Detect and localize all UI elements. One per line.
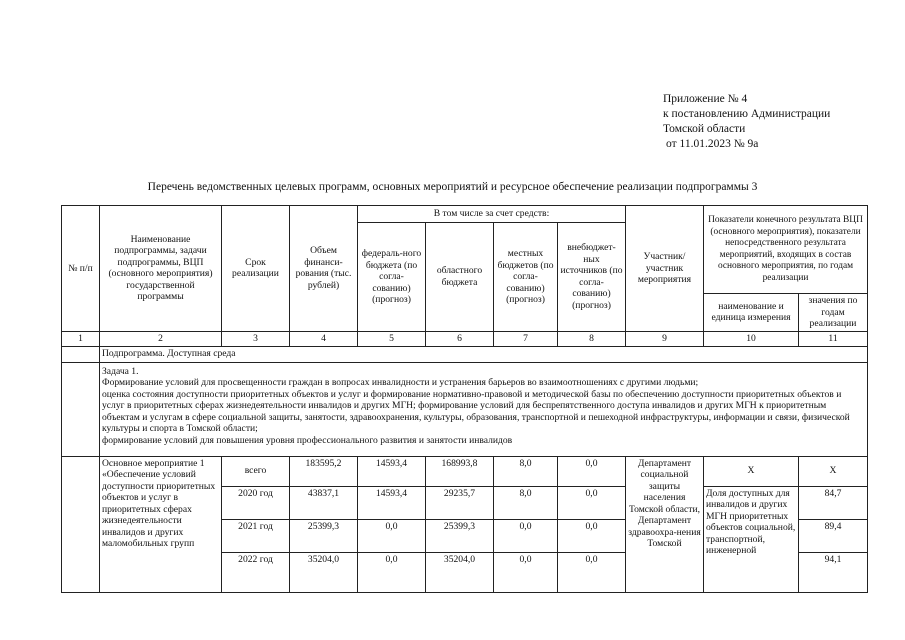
task-description [100, 362, 868, 456]
row-regional: 168993,8 [426, 456, 494, 486]
empty-cell [62, 362, 100, 456]
appendix-line: от 11.01.2023 № 9а [666, 138, 759, 150]
row-term: всего [222, 456, 290, 486]
indicator-x: Х [704, 456, 799, 486]
header-local: местных бюджетов (по согла-сованию) (прогноз) [494, 223, 558, 332]
header-ind-name: наименование и единица измерения [704, 294, 799, 332]
appendix-block [663, 92, 830, 152]
row-federal: 14593,4 [358, 456, 426, 486]
empty-cell [62, 456, 100, 592]
row-regional: 29235,7 [426, 486, 494, 519]
col-number: 2 [100, 331, 222, 346]
header-ind-value: значения по годам реализации [799, 294, 868, 332]
col-number: 1 [62, 331, 100, 346]
appendix-line: Приложение № 4 [663, 93, 748, 105]
row-extra: 0,0 [558, 552, 626, 592]
header-incl: В том числе за счет средств: [358, 206, 626, 223]
appendix-line: к постановлению Администрации [663, 108, 831, 120]
indicator-name: Доля доступных для инвалидов и других МГН приоритетных объектов социальной, транспортной, инженерной [704, 486, 799, 592]
task-text: Формирование условий для просвещенности граждан в вопросах инвалидности и устранения барьеров во взаимоотношениях с другими людьми; [102, 377, 699, 388]
header-name: Наименование подпрограммы, задачи подпрограммы, ВЦП (основного мероприятия) государственной программы [100, 206, 222, 332]
col-number: 6 [426, 331, 494, 346]
row-value: 84,7 [799, 486, 868, 519]
appendix-line: Томской области [663, 123, 746, 135]
header-volume: Объем финанси-рования (тыс. рублей) [290, 206, 358, 332]
col-number: 5 [358, 331, 426, 346]
activity-participant: Департамент социальной защиты населения Томской области, Департамент здравоохра-нения Томской [626, 456, 704, 592]
row-extra: 0,0 [558, 519, 626, 552]
header-term: Срок реализации [222, 206, 290, 332]
row-local: 0,0 [494, 552, 558, 592]
row-regional: 35204,0 [426, 552, 494, 592]
document-title: Перечень ведомственных целевых программ, основных мероприятий и ресурсное обеспечение реализации подпрограммы 3 [147, 181, 758, 193]
col-number: 3 [222, 331, 290, 346]
col-number: 9 [626, 331, 704, 346]
row-value: 89,4 [799, 519, 868, 552]
program-table [61, 205, 868, 593]
col-number: 7 [494, 331, 558, 346]
row-volume: 35204,0 [290, 552, 358, 592]
col-number: 8 [558, 331, 626, 346]
row-volume: 183595,2 [290, 456, 358, 486]
row-volume: 25399,3 [290, 519, 358, 552]
task-text: формирование условий для повышения уровня профессионального развития и занятости инвалидов [102, 434, 513, 446]
row-federal: 14593,4 [358, 486, 426, 519]
row-regional: 25399,3 [426, 519, 494, 552]
row-volume: 43837,1 [290, 486, 358, 519]
header-indicators: Показатели конечного результата ВЦП (основного мероприятия), показатели непосредственного результата мероприятий, входящих в состав основного мероприятия, по годам реализации [704, 206, 868, 294]
activity-name: Основное мероприятие 1 «Обеспечение условий доступности приоритетных объектов и услуг в приоритетных сферах жизнедеятельности инвалидов и других маломобильных групп [100, 456, 222, 592]
col-number: 10 [704, 331, 799, 346]
col-number: 11 [799, 331, 868, 346]
subprogram-title: Подпрограмма. Доступная среда [100, 346, 868, 362]
task-text: оценка состояния доступности приоритетных объектов и услуг и формирование нормативно-правовой и методической базы по обеспечению доступности приоритетных объектов и услуг в приоритетных сферах жизнедеятельности инвалидов и других МГН; формирование условий для беспрепятственного доступа инвалидов и других МГН к приоритетным объектам и услугам в сфере социальной защиты, занятости, здравоохранения, культуры, образования, транспортной и пешеходной инфраструктуры, информации и связи, физической культуры и спорта в Томской области; [102, 388, 850, 434]
row-term: 2021 год [222, 519, 290, 552]
row-local: 8,0 [494, 456, 558, 486]
header-num: № п/п [62, 206, 100, 332]
header-extra: внебюджет-ных источников (по согла-сованию) (прогноз) [558, 223, 626, 332]
row-federal: 0,0 [358, 552, 426, 592]
col-number: 4 [290, 331, 358, 346]
row-local: 0,0 [494, 519, 558, 552]
row-extra: 0,0 [558, 486, 626, 519]
row-value: Х [799, 456, 868, 486]
row-local: 8,0 [494, 486, 558, 519]
header-regional: областного бюджета [426, 223, 494, 332]
row-federal: 0,0 [358, 519, 426, 552]
row-value: 94,1 [799, 552, 868, 592]
header-participant: Участник/ участник мероприятия [626, 206, 704, 332]
row-term: 2020 год [222, 486, 290, 519]
empty-cell [62, 346, 100, 362]
row-extra: 0,0 [558, 456, 626, 486]
task-label: Задача 1. [102, 365, 139, 377]
header-federal: федераль-ного бюджета (по согла-сованию) (прогноз) [358, 223, 426, 332]
row-term: 2022 год [222, 552, 290, 592]
